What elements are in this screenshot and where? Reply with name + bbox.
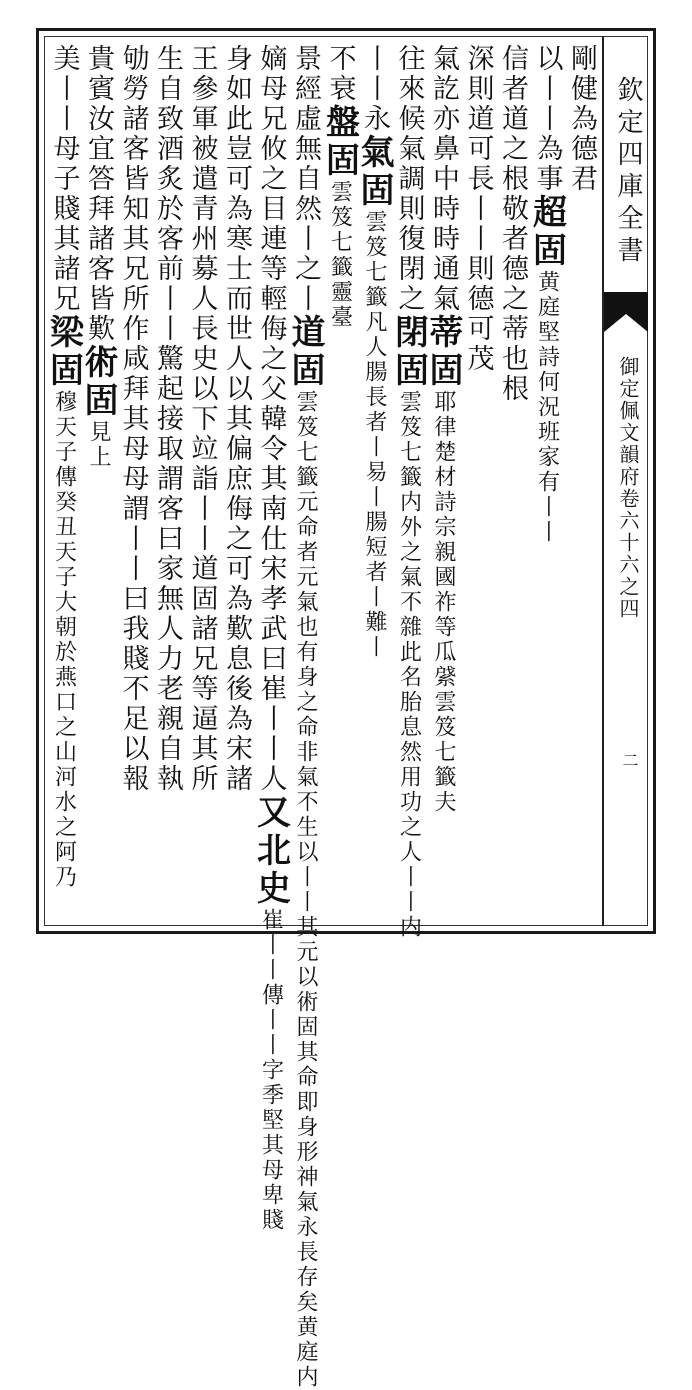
column-text: 生自致酒炙於客前丨丨驚起接取謂客曰家無人力老親自執 [152, 44, 183, 794]
text-column [564, 44, 599, 920]
text-column [423, 44, 463, 920]
column-text: 嫡母兄攸之目連等輕侮之父韓令其南仕宋孝武曰崔丨丨人 [255, 44, 287, 794]
entry-headword: 盤固 [319, 104, 360, 180]
entry-headword: 超固 [526, 194, 567, 270]
margin-page-mark: 二 [620, 752, 639, 768]
fishtail-mark-icon [604, 292, 648, 332]
entry-headword: 又北史 [250, 794, 291, 908]
text-column [184, 44, 219, 920]
column-text: 信者道之根敬者德之蒂也根 [497, 44, 528, 404]
column-text: 身如此豈可為寒士而世人以其偏庶侮之可為歎息後為宋諸 [221, 44, 252, 794]
column-text: 美丨丨母子賤其諸兄 [48, 44, 80, 314]
text-column [388, 44, 429, 940]
entry-headword: 氣固 [354, 134, 394, 210]
text-column [43, 44, 84, 920]
column-text: 以丨丨為事 [531, 44, 563, 194]
text-column [219, 44, 254, 920]
entry-citation: 見上 [86, 420, 111, 470]
entry-citation: 雲笈七籤凡人腸長者丨易丨腸短者丨難丨 [362, 210, 387, 660]
text-column [150, 44, 185, 920]
column-text: 氣訖亦鼻中時時通氣 [428, 44, 459, 314]
entry-headword: 閉固 [388, 314, 429, 390]
entry-citation: 雲笈七籤靈臺 [327, 180, 353, 330]
entry-headword: 蒂固 [423, 314, 463, 390]
text-column [460, 44, 495, 920]
text-column [319, 44, 360, 920]
text-column [285, 44, 325, 1390]
column-text: 深則道可長丨丨則德可茂 [462, 44, 494, 374]
margin-book-title: 欽定四庫全書 [613, 76, 643, 268]
column-text: 往來候氣調則復閉之 [393, 44, 425, 314]
column-text: 貴賓汝宜答拜諸客皆歎 [83, 44, 114, 344]
text-column [354, 44, 394, 920]
entry-headword: 術固 [78, 344, 118, 420]
column-text: 不衰 [324, 44, 356, 104]
entry-citation: 耶律楚材詩宗親國祚等瓜䋯雲笈七籤夫 [431, 390, 456, 815]
entry-citation: 崔丨丨傳丨丨字季堅其母卑賤 [258, 908, 284, 1233]
text-column [78, 44, 118, 920]
entry-citation: 黄庭堅詩何況班家有丨丨 [534, 270, 560, 545]
column-text: 景經虛無自然丨之丨 [290, 44, 321, 314]
column-text: 丨丨永 [359, 44, 390, 134]
text-column [495, 44, 530, 920]
entry-citation: 雲笈七籤元命者元氣也有身之命非氣不生以丨丨其元以術固其命即身形神氣永長存矣黄庭内 [293, 390, 318, 1390]
entry-citation: 穆天子傳癸丑天子大朝於燕口之山河水之阿乃 [51, 390, 77, 890]
text-column [250, 44, 291, 1233]
entry-citation: 雲笈七籤内外之氣不雜此名胎息然用功之人丨丨内 [396, 390, 422, 940]
entry-headword: 道固 [285, 314, 325, 390]
column-text: 劬勞諸客皆知其兄所作咸拜其母母謂丨丨曰我賤不足以報 [117, 44, 149, 794]
margin-volume-title: 御定佩文韻府卷六十六之四 [616, 356, 640, 620]
text-column [526, 44, 567, 920]
text-column [115, 44, 150, 920]
column-text: 剛健為德君 [566, 44, 597, 194]
entry-headword: 梁固 [43, 314, 84, 390]
column-text: 王參軍被遣青州募人長史以下竝詣丨丨道固諸兄等逼其所 [186, 44, 218, 794]
